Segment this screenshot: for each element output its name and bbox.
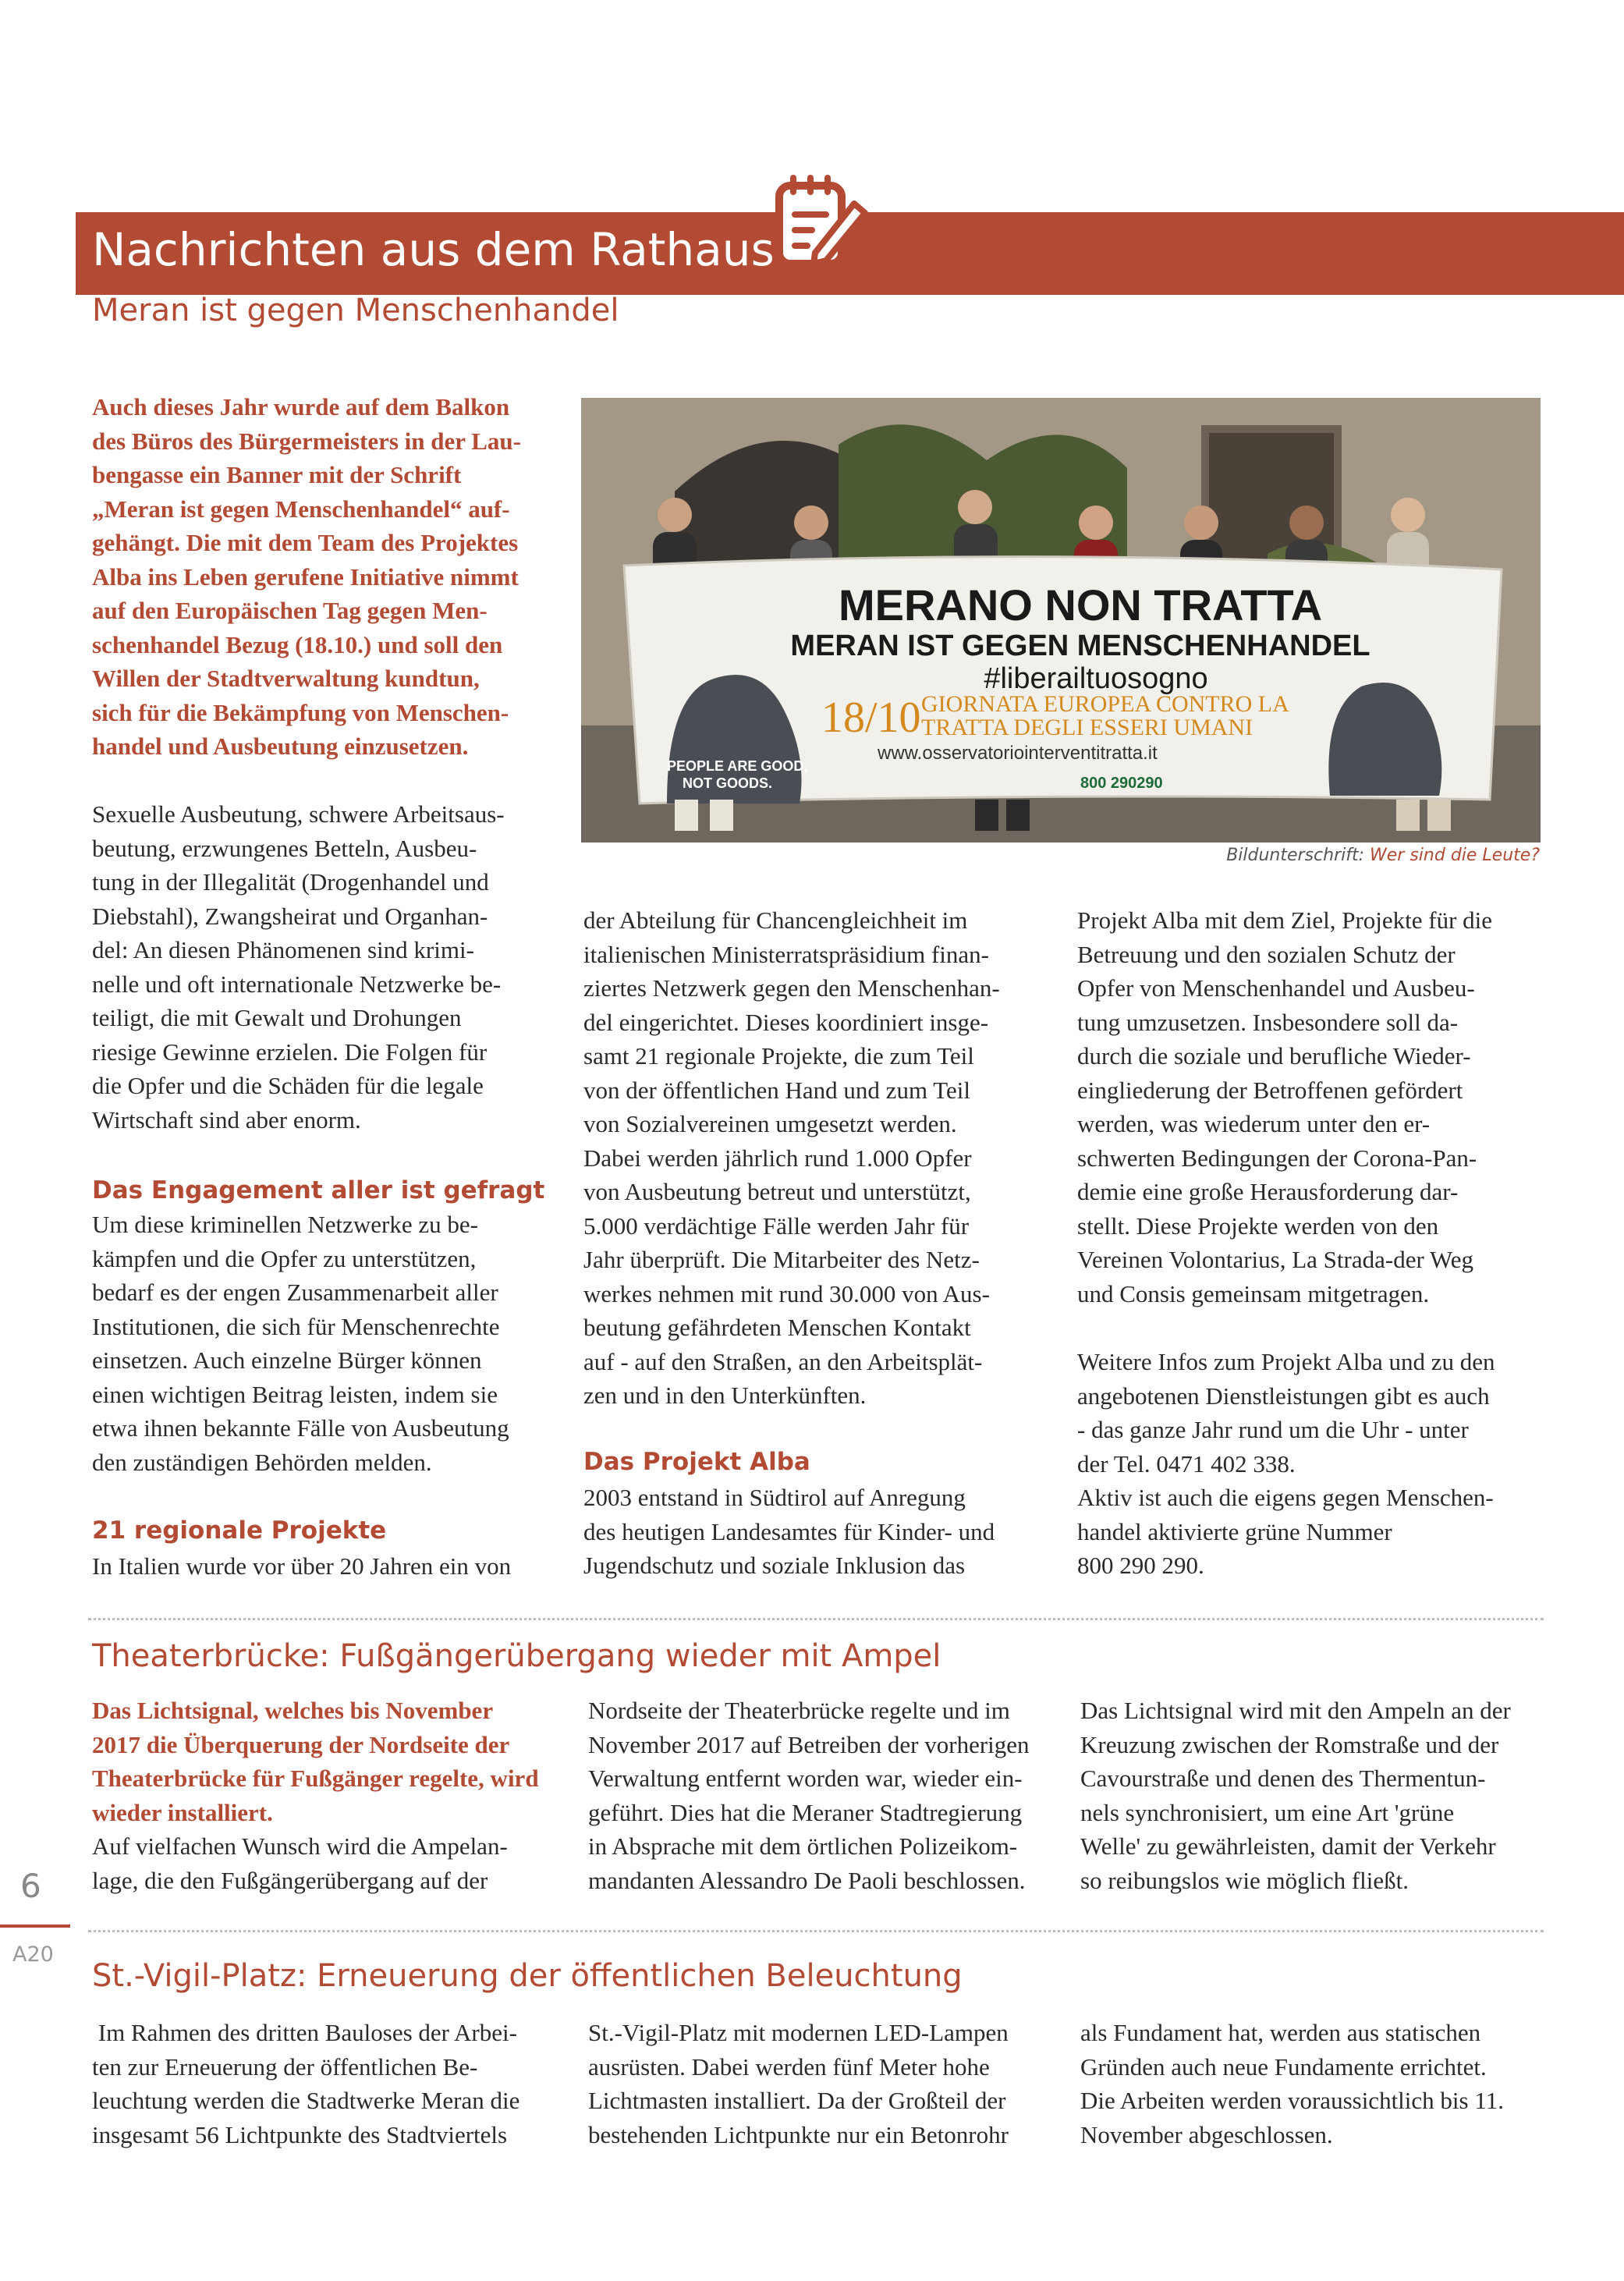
text-line: auf den Europäischen Tag gegen Men- — [92, 597, 488, 624]
section-title: Nachrichten aus dem Rathaus — [92, 223, 775, 276]
text-line: etwa ihnen bekannte Fälle von Ausbeutung — [92, 1414, 509, 1442]
text-line: In Italien wurde vor über 20 Jahren ein von — [92, 1552, 512, 1580]
text-line: leuchtung werden die Stadtwerke Meran die — [92, 2087, 520, 2114]
text-line: einen wichtigen Beitrag leisten, indem sie — [92, 1380, 498, 1408]
text-line: geführt. Dies hat die Meraner Stadtregierung — [588, 1798, 1023, 1826]
text-line: Das Lichtsignal wird mit den Ampeln an der — [1080, 1697, 1511, 1724]
text-line: ausrüsten. Dabei werden fünf Meter hohe — [588, 2052, 990, 2081]
text-line: beutung gefährdeten Menschen Kontakt — [583, 1314, 971, 1341]
text-line: Kreuzung zwischen der Romstraße und der — [1080, 1730, 1499, 1758]
text-line: bengasse ein Banner mit der Schrift — [92, 461, 462, 488]
text-line: „Meran ist gegen Menschenhandel“ auf- — [92, 495, 510, 523]
caption-text: Wer sind die Leute? — [1370, 846, 1540, 865]
text-line: die Opfer und die Schäden für die legale — [92, 1072, 484, 1099]
text-line: als Fundament hat, werden aus statischen — [1080, 2019, 1481, 2046]
dotted-separator — [88, 1618, 1544, 1620]
text-line: schenhandel Bezug (18.10.) und soll den — [92, 630, 503, 658]
text-line: von Sozialvereinen umgesetzt werden. — [583, 1110, 957, 1137]
text-line: stellt. Diese Projekte werden von den — [1077, 1211, 1439, 1240]
text-line: Gründen auch neue Fundamente errichtet. — [1080, 2052, 1487, 2081]
text-line: ziertes Netzwerk gegen den Menschenhan- — [583, 974, 1000, 1002]
text-line: 800 290 290. — [1077, 1552, 1204, 1579]
text-line: so reibungslos wie möglich fließt. — [1080, 1866, 1409, 1894]
text-line: demie eine große Herausforderung dar- — [1077, 1178, 1459, 1205]
text-line: bestehenden Lichtpunkte nur ein Betonrohr — [588, 2120, 1009, 2148]
text-line: und Consis gemeinsam mitgetragen. — [1077, 1279, 1430, 1307]
text-line: November 2017 auf Betreiben der vorherigen — [588, 1730, 1030, 1758]
notepad-pencil-icon — [768, 169, 874, 274]
text-line: von Ausbeutung betreut und unterstützt, — [583, 1178, 971, 1205]
text-line: Sexuelle Ausbeutung, schwere Arbeitsaus- — [92, 800, 505, 828]
text-line: samt 21 regionale Projekte, die zum Teil — [583, 1042, 974, 1070]
subheading: 21 regionale Projekte — [92, 1517, 387, 1545]
article-title: Meran ist gegen Menschenhandel — [92, 293, 619, 328]
banner-slogan-1: PEOPLE ARE GOOD, — [667, 758, 808, 774]
text-line: Alba ins Leben gerufene Initiative nimmt — [92, 562, 519, 591]
body-paragraph — [1077, 1345, 1495, 1583]
text-line: Willen der Stadtverwaltung kundtun, — [92, 665, 480, 692]
text-line: Aktiv ist auch die eigens gegen Menschen- — [1077, 1484, 1494, 1511]
text-line: riesige Gewinne erzielen. Die Folgen für — [92, 1038, 488, 1066]
text-line: bedarf es der engen Zusammenarbeit aller — [92, 1279, 498, 1306]
text-line: von der öffentlichen Hand und zum Teil — [583, 1076, 970, 1104]
text-line: den zuständigen Behörden melden. — [92, 1448, 432, 1476]
text-line: Lichtmasten installiert. Da der Großteil der — [588, 2087, 1006, 2114]
banner-slogan-2: NOT GOODS. — [683, 775, 773, 791]
dotted-separator — [88, 1930, 1544, 1932]
body-paragraph — [583, 1481, 995, 1583]
text-line: Theaterbrücke für Fußgänger regelte, wird — [92, 1765, 539, 1792]
text-line: Welle' zu gewährleisten, damit der Verkehr — [1080, 1832, 1496, 1860]
text-line: 2003 entstand in Südtirol auf Anregung — [583, 1484, 966, 1511]
subheading: Das Engagement aller ist gefragt — [92, 1176, 545, 1204]
lead-paragraph — [92, 390, 560, 764]
banner-text-2: MERAN IST GEGEN MENSCHENHANDEL — [790, 630, 1370, 662]
text-line: Die Arbeiten werden voraussichtlich bis 11. — [1080, 2087, 1504, 2114]
text-line: des heutigen Landesamtes für Kinder- und — [583, 1517, 995, 1545]
text-line: eingliederung der Betroffenen gefördert — [1077, 1076, 1463, 1104]
article-title: Theaterbrücke: Fußgängerübergang wieder mit Ampel — [92, 1638, 941, 1674]
body-paragraph — [1080, 1694, 1511, 1897]
caption-prefix: Bildunterschrift: — [1226, 846, 1365, 865]
text-line: italienischen Ministerratspräsidium finan- — [583, 940, 989, 968]
text-line: angebotenen Dienstleistungen gibt es auch — [1077, 1382, 1490, 1410]
banner-date: 18/10 — [821, 694, 921, 742]
text-line: Weitere Infos zum Projekt Alba und zu den — [1077, 1348, 1495, 1375]
text-line: wieder installiert. — [92, 1798, 273, 1826]
text-line: Auf vielfachen Wunsch wird die Ampelan- — [92, 1832, 508, 1860]
text-line: 5.000 verdächtige Fälle werden Jahr für — [583, 1211, 970, 1240]
text-line: Nordseite der Theaterbrücke regelte und im — [588, 1697, 1010, 1724]
banner-giornata-2: TRATTA DEGLI ESSERI UMANI — [921, 715, 1253, 740]
body-paragraph — [1080, 2016, 1504, 2152]
page-accent-bar — [0, 1924, 70, 1928]
text-line: des Büros des Bürgermeisters in der Lau- — [92, 427, 521, 455]
text-line: gehängt. Die mit dem Team des Projektes — [92, 529, 519, 556]
body-paragraph — [588, 1694, 1030, 1897]
text-line: November abgeschlossen. — [1080, 2120, 1333, 2148]
text-line: St.-Vigil-Platz mit modernen LED-Lampen — [588, 2019, 1009, 2046]
text-line: schwerten Bedingungen der Corona-Pan- — [1077, 1144, 1477, 1172]
text-line: der Abteilung für Chancengleichheit im — [583, 906, 968, 934]
text-line: Im Rahmen des dritten Bauloses der Arbei- — [92, 2019, 517, 2046]
text-line: insgesamt 56 Lichtpunkte des Stadtviertels — [92, 2120, 508, 2148]
text-line: Cavourstraße und denen des Thermentun- — [1080, 1765, 1486, 1792]
text-line: Verwaltung entfernt worden war, wieder ein- — [588, 1765, 1023, 1792]
banner-phone: 800 290290 — [1080, 775, 1163, 792]
banner-url: www.osservatoriointerventitratta.it — [878, 743, 1158, 764]
text-line: handel und Ausbeutung einzusetzen. — [92, 733, 469, 760]
banner-giornata-1: GIORNATA EUROPEA CONTRO LA — [921, 691, 1289, 717]
text-line: Jugendschutz und soziale Inklusion das — [583, 1552, 966, 1579]
body-paragraph — [1077, 903, 1492, 1311]
article-title: St.-Vigil-Platz: Erneuerung der öffentlichen Beleuchtung — [92, 1958, 963, 1994]
text-line: nelle und oft internationale Netzwerke be- — [92, 970, 502, 998]
text-line: Das Lichtsignal, welches bis November — [92, 1697, 494, 1724]
text-line: tung in der Illegalität (Drogenhandel und — [92, 868, 489, 896]
banner-text-1: MERANO NON TRATTA — [838, 580, 1323, 630]
text-line: werkes nehmen mit rund 30.000 von Aus- — [583, 1279, 990, 1307]
subheading: Das Projekt Alba — [583, 1448, 810, 1476]
text-line: Wirtschaft sind aber enorm. — [92, 1105, 361, 1133]
text-line: Projekt Alba mit dem Ziel, Projekte für die — [1077, 906, 1493, 934]
text-line: in Absprache mit dem örtlichen Polizeikom- — [588, 1832, 1018, 1860]
banner-photo — [581, 398, 1541, 843]
text-line: Um diese kriminellen Netzwerke zu be- — [92, 1211, 478, 1238]
body-paragraph — [92, 1829, 508, 1897]
body-paragraph — [92, 797, 505, 1137]
body-paragraph — [92, 2016, 519, 2152]
body-paragraph — [583, 903, 1000, 1413]
photo-caption — [897, 846, 1540, 865]
text-line: Institutionen, die sich für Menschenrechte — [92, 1312, 500, 1340]
text-line: kämpfen und die Opfer zu unterstützen, — [92, 1244, 477, 1272]
page-number: 6 — [20, 1867, 41, 1905]
text-line: Jahr überprüft. Die Mitarbeiter des Netz- — [583, 1246, 980, 1273]
text-line: del: An diesen Phänomenen sind krimi- — [92, 936, 474, 963]
text-line: Auch dieses Jahr wurde auf dem Balkon — [92, 393, 510, 420]
text-line: teiligt, die mit Gewalt und Drohungen — [92, 1004, 462, 1031]
text-line: auf - auf den Straßen, an den Arbeitsplät- — [583, 1347, 983, 1375]
text-line: lage, die den Fußgängerübergang auf der — [92, 1866, 488, 1894]
lead-paragraph — [92, 1694, 539, 1829]
text-line: der Tel. 0471 402 338. — [1077, 1449, 1296, 1478]
text-line: ten zur Erneuerung der öffentlichen Be- — [92, 2052, 478, 2081]
body-paragraph — [92, 1208, 509, 1479]
text-line: handel aktivierte grüne Nummer — [1077, 1517, 1392, 1545]
text-line: sich für die Bekämpfung von Menschen- — [92, 698, 509, 726]
text-line: del eingerichtet. Dieses koordiniert insge- — [583, 1008, 989, 1036]
text-line: werden, was wiederum unter den er- — [1077, 1110, 1431, 1137]
page-code: A20 — [12, 1942, 54, 1967]
text-line: Betreuung und den sozialen Schutz der — [1077, 940, 1456, 968]
text-line: zen und in den Unterkünften. — [583, 1382, 867, 1409]
text-line: durch die soziale und berufliche Wieder- — [1077, 1042, 1471, 1070]
text-line: Vereinen Volontarius, La Strada-der Weg — [1077, 1246, 1474, 1273]
body-paragraph — [588, 2016, 1009, 2152]
text-line: mandanten Alessandro De Paoli beschlossen. — [588, 1866, 1026, 1894]
text-line: nels synchronisiert, um eine Art 'grüne — [1080, 1798, 1455, 1826]
text-line: - das ganze Jahr rund um die Uhr - unter — [1077, 1416, 1469, 1443]
banner-hashtag: #liberailtuosogno — [984, 662, 1208, 695]
text-line: tung umzusetzen. Insbesondere soll da- — [1077, 1008, 1459, 1036]
body-paragraph — [92, 1549, 511, 1584]
text-line: 2017 die Überquerung der Nordseite der — [92, 1730, 510, 1758]
text-line: Dabei werden jährlich rund 1.000 Opfer — [583, 1144, 972, 1172]
text-line: Opfer von Menschenhandel und Ausbeu- — [1077, 974, 1475, 1002]
text-line: Diebstahl), Zwangsheirat und Organhan- — [92, 902, 488, 930]
text-line: einsetzen. Auch einzelne Bürger können — [92, 1346, 482, 1374]
text-line: beutung, erzwungenes Betteln, Ausbeu- — [92, 834, 477, 862]
